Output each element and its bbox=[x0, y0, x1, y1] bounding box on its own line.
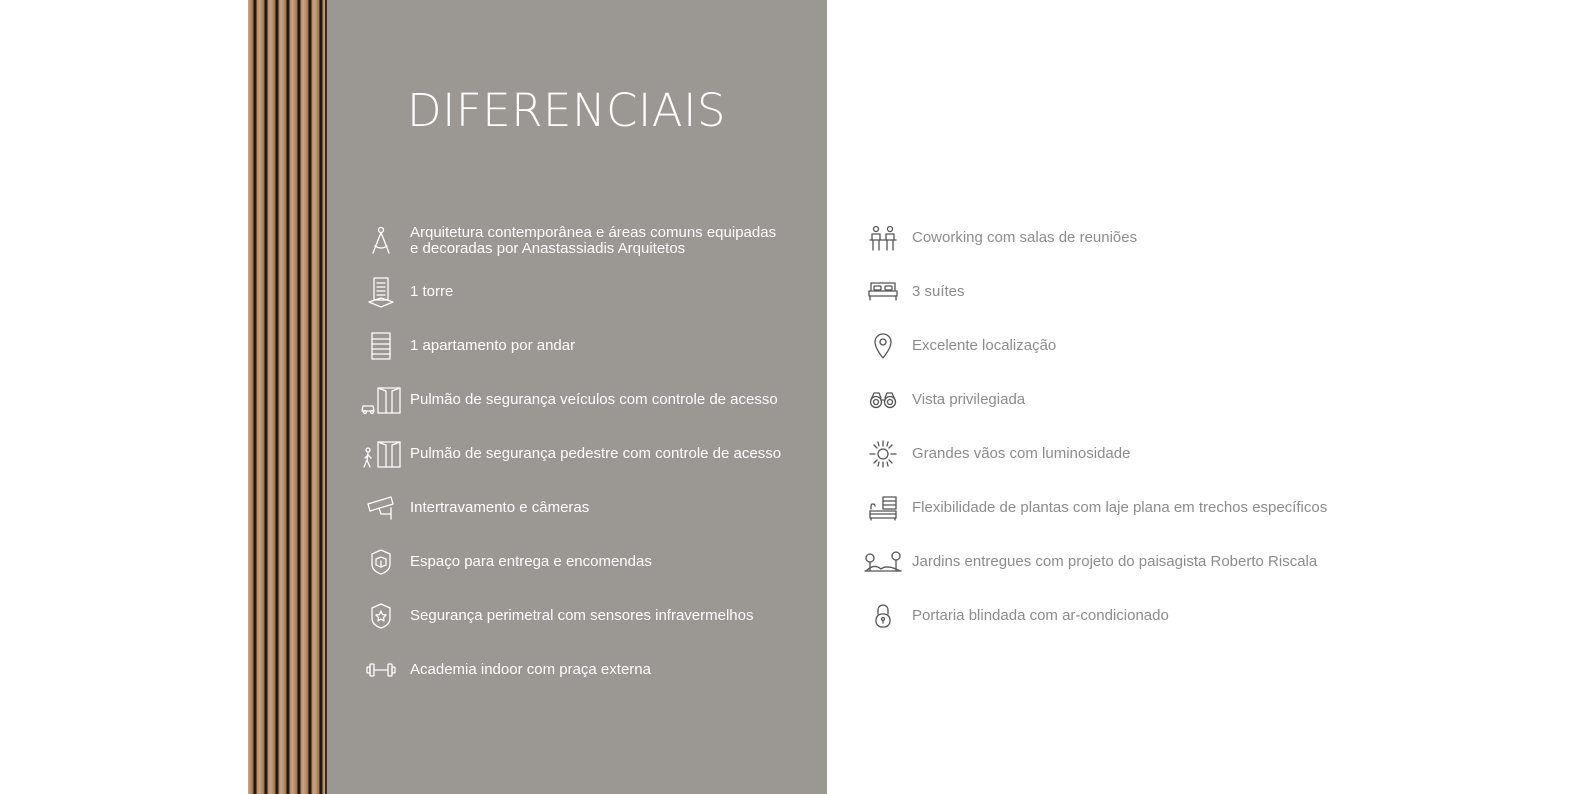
feature-floors bbox=[360, 328, 575, 364]
feature-gym bbox=[360, 652, 651, 688]
feature-coworking bbox=[862, 220, 1137, 256]
feature-armored-lobby bbox=[862, 598, 1169, 634]
feature-label: Jardins entregues com projeto do paisagista Roberto Riscala bbox=[912, 553, 1318, 570]
coworking-icon bbox=[862, 220, 904, 256]
feature-label: 3 suítes bbox=[912, 283, 965, 300]
feature-perimeter-security bbox=[360, 598, 753, 634]
dumbbell-icon bbox=[360, 652, 402, 688]
feature-view bbox=[862, 382, 1025, 418]
feature-cameras bbox=[360, 490, 589, 526]
feature-label: Academia indoor com praça externa bbox=[410, 661, 651, 678]
pedestrian-gate-icon bbox=[360, 436, 402, 472]
feature-location bbox=[862, 328, 1056, 364]
feature-label: Segurança perimetral com sensores infravermelhos bbox=[410, 607, 754, 624]
furniture-icon bbox=[862, 490, 904, 526]
sun-icon bbox=[862, 436, 904, 472]
feature-label: Grandes vãos com luminosidade bbox=[912, 445, 1131, 462]
garden-icon bbox=[862, 544, 904, 580]
feature-label-line2: e decoradas por Anastassiadis Arquitetos bbox=[410, 240, 686, 257]
feature-label: Pulmão de segurança pedestre com controle de acesso bbox=[410, 445, 782, 462]
camera-icon bbox=[360, 490, 402, 526]
feature-gardens bbox=[862, 544, 1317, 580]
bed-icon bbox=[862, 274, 904, 310]
page-title: DIFERENCIAIS bbox=[407, 84, 726, 137]
feature-label: 1 torre bbox=[410, 283, 454, 300]
feature-deliveries bbox=[360, 544, 652, 580]
feature-suites bbox=[862, 274, 965, 310]
security-badge-icon bbox=[360, 598, 402, 634]
feature-tower bbox=[360, 274, 453, 310]
feature-label: 1 apartamento por andar bbox=[410, 337, 576, 354]
wood-slat-strip bbox=[248, 0, 327, 794]
feature-label: Flexibilidade de plantas com laje plana em trechos específicos bbox=[912, 499, 1328, 516]
binoculars-icon bbox=[862, 382, 904, 418]
feature-natural-light bbox=[862, 436, 1130, 472]
padlock-icon bbox=[862, 598, 904, 634]
floors-icon bbox=[360, 328, 402, 364]
package-shield-icon bbox=[360, 544, 402, 580]
feature-label: Portaria blindada com ar-condicionado bbox=[912, 607, 1169, 624]
feature-label: Espaço para entrega e encomendas bbox=[410, 553, 652, 570]
feature-vehicle-gate bbox=[360, 382, 778, 418]
feature-architecture bbox=[360, 220, 776, 262]
compass-icon bbox=[360, 223, 402, 259]
tower-icon bbox=[360, 274, 402, 310]
feature-pedestrian-gate bbox=[360, 436, 781, 472]
feature-flexible-plans bbox=[862, 490, 1327, 526]
feature-label: Vista privilegiada bbox=[912, 391, 1026, 408]
feature-label: Coworking com salas de reuniões bbox=[912, 229, 1138, 246]
feature-label: Intertravamento e câmeras bbox=[410, 499, 590, 516]
location-pin-icon bbox=[862, 328, 904, 364]
car-gate-icon bbox=[360, 382, 402, 418]
feature-label: Excelente localização bbox=[912, 337, 1057, 354]
feature-label: Pulmão de segurança veículos com controle de acesso bbox=[410, 391, 778, 408]
feature-label-line1: Arquitetura contemporânea e áreas comuns equipadas bbox=[410, 224, 777, 241]
